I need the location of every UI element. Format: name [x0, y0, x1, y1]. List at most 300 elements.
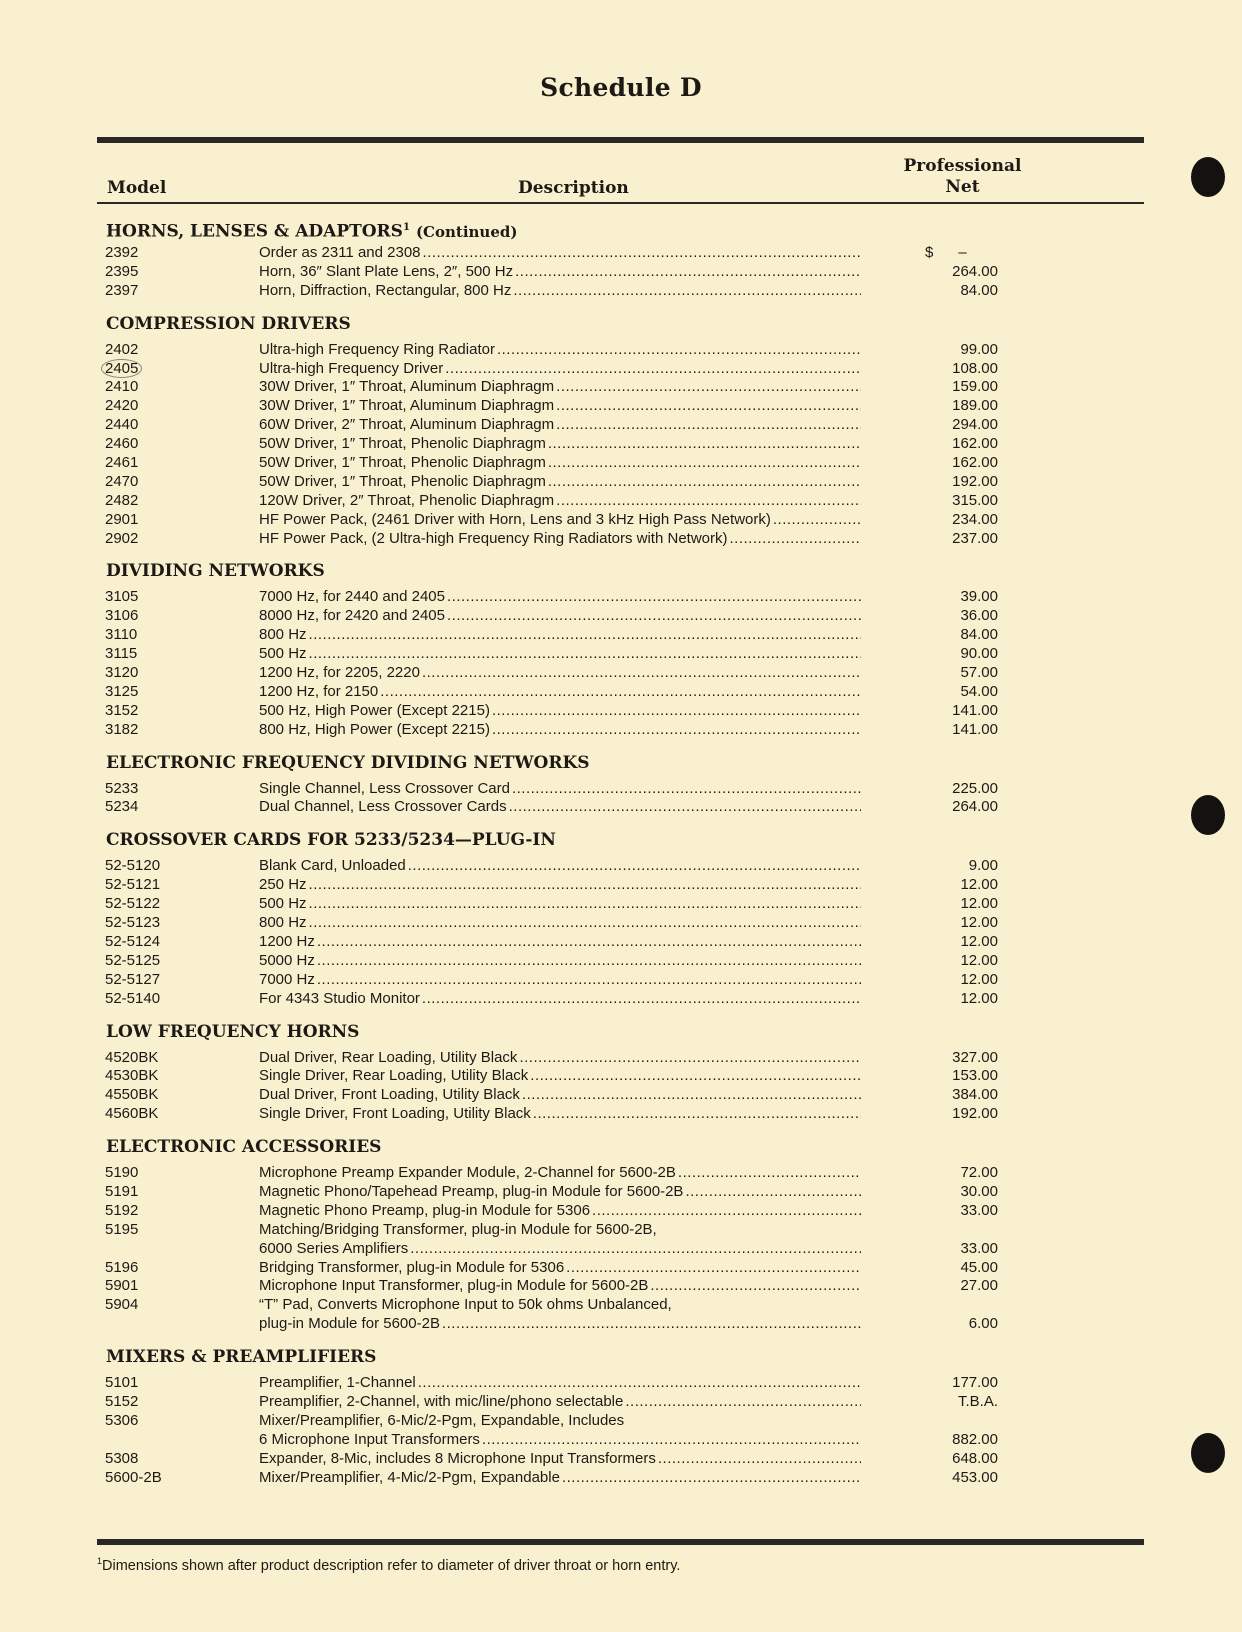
table-row — [0, 990, 1242, 1009]
description-text: Microphone Input Transformer, plug-in Module for 5600-2B — [259, 1277, 649, 1295]
price: 141.00 — [952, 701, 998, 719]
price: 12.00 — [960, 876, 998, 894]
model-number — [105, 1374, 138, 1393]
description-text: 1200 Hz — [259, 932, 315, 950]
description-line — [259, 244, 861, 263]
description — [259, 1277, 861, 1296]
description — [259, 1296, 861, 1334]
description-text: 50W Driver, 1″ Throat, Phenolic Diaphragm — [259, 454, 546, 472]
description-line — [259, 1393, 861, 1412]
description-text: Microphone Preamp Expander Module, 2-Channel for 5600-2B — [259, 1164, 676, 1182]
description-line — [259, 895, 861, 914]
table-row — [0, 876, 1242, 895]
description — [259, 341, 861, 360]
description-line — [259, 626, 861, 645]
model-number — [105, 378, 138, 397]
model-number-text: 52-5140 — [105, 989, 161, 1007]
model-number — [105, 780, 138, 799]
description — [259, 282, 861, 301]
description — [259, 1183, 861, 1202]
description-line — [259, 416, 861, 435]
description-line — [259, 1315, 861, 1334]
description — [259, 990, 861, 1009]
description — [259, 971, 861, 990]
model-number — [105, 607, 138, 626]
model-number — [105, 454, 138, 473]
price: 315.00 — [952, 491, 998, 509]
model-number-text: 2902 — [105, 529, 139, 547]
description — [259, 1259, 861, 1278]
price: 108.00 — [952, 359, 998, 377]
description-text: Matching/Bridging Transformer, plug-in Module for 5600-2B, — [259, 1220, 657, 1238]
description-text: HF Power Pack, (2461 Driver with Horn, Lens and 3 kHz High Pass Network) — [259, 510, 771, 528]
model-number — [105, 530, 138, 549]
description-text: Magnetic Phono/Tapehead Preamp, plug-in Module for 5600-2B — [259, 1182, 684, 1200]
price: 99.00 — [960, 340, 998, 358]
description-line — [259, 263, 861, 282]
model-number — [105, 990, 160, 1009]
model-number — [105, 1259, 138, 1278]
model-number-text: 2397 — [105, 281, 139, 299]
model-number-text: 2395 — [105, 262, 139, 280]
table-row — [0, 914, 1242, 933]
description — [259, 1164, 861, 1183]
description — [259, 416, 861, 435]
model-number-text: 2901 — [105, 510, 139, 528]
description-text: Single Driver, Rear Loading, Utility Black — [259, 1067, 529, 1085]
description — [259, 1202, 861, 1221]
description — [259, 1221, 861, 1259]
description-line — [259, 876, 861, 895]
table-row — [0, 263, 1242, 282]
table-row — [0, 780, 1242, 799]
description-line — [259, 378, 861, 397]
model-number-text: 2470 — [105, 472, 139, 490]
table-row — [0, 702, 1242, 721]
price: 12.00 — [960, 895, 998, 913]
description-line — [259, 914, 861, 933]
table-row — [0, 511, 1242, 530]
description-text: 60W Driver, 2″ Throat, Aluminum Diaphragm — [259, 416, 555, 434]
model-number — [105, 1067, 158, 1086]
model-number — [105, 683, 138, 702]
model-number — [105, 492, 138, 511]
price: 192.00 — [952, 472, 998, 490]
model-number — [105, 721, 138, 740]
model-number — [105, 626, 137, 645]
model-number-text: 3115 — [105, 645, 138, 663]
description — [259, 1412, 861, 1450]
model-number — [105, 416, 138, 435]
description-text: Ultra-high Frequency Driver — [259, 359, 444, 377]
description-text: Bridging Transformer, plug-in Module for 5306 — [259, 1258, 565, 1276]
description — [259, 895, 861, 914]
table-row — [0, 1049, 1242, 1068]
description — [259, 1393, 861, 1412]
model-number — [105, 1202, 138, 1221]
model-number — [105, 971, 160, 990]
table-row — [0, 378, 1242, 397]
model-number-text: 5195 — [105, 1220, 139, 1238]
table-row — [0, 492, 1242, 511]
description — [259, 492, 861, 511]
description-line — [259, 1067, 861, 1086]
model-number-text: 3152 — [105, 701, 139, 719]
description-line — [259, 341, 861, 360]
price: 159.00 — [952, 378, 998, 396]
description-line — [259, 683, 861, 702]
model-number-text: 5196 — [105, 1258, 139, 1276]
model-number-text: 5901 — [105, 1277, 139, 1295]
model-number — [105, 645, 137, 664]
description-line — [259, 1277, 861, 1296]
model-number-text: 3120 — [105, 664, 139, 682]
description-text: 30W Driver, 1″ Throat, Aluminum Diaphragm — [259, 397, 555, 415]
description — [259, 626, 861, 645]
section-title — [0, 1022, 1242, 1043]
description-line — [259, 798, 861, 817]
description-line — [259, 990, 861, 1009]
price: 327.00 — [952, 1048, 998, 1066]
price: 33.00 — [960, 1239, 998, 1257]
description-line — [259, 645, 861, 664]
model-number — [105, 511, 138, 530]
bottom-rule — [97, 1539, 1144, 1545]
description-line — [259, 702, 861, 721]
price-list — [0, 204, 1242, 1487]
description-text: 1200 Hz, for 2150 — [259, 682, 379, 700]
description-text: Blank Card, Unloaded — [259, 857, 406, 875]
description — [259, 1105, 861, 1124]
top-rule — [97, 137, 1144, 143]
model-number-text: 5600-2B — [105, 1468, 162, 1486]
model-number — [105, 914, 160, 933]
table-row — [0, 1277, 1242, 1296]
price: 9.00 — [968, 857, 998, 875]
model-number — [105, 1049, 158, 1068]
model-number-text: 5306 — [105, 1411, 139, 1429]
table-row — [0, 971, 1242, 990]
description-text: For 4343 Studio Monitor — [259, 989, 420, 1007]
description-text: Preamplifier, 1-Channel — [259, 1374, 416, 1392]
column-header-price-line2: Net — [945, 177, 980, 197]
description-line — [259, 1450, 861, 1469]
description — [259, 244, 861, 263]
description-text: 7000 Hz — [259, 970, 315, 988]
description-text: 30W Driver, 1″ Throat, Aluminum Diaphragm — [259, 378, 555, 396]
model-number — [105, 876, 160, 895]
section-title-text: LOW FREQUENCY HORNS — [106, 1021, 360, 1042]
model-number-text: 2402 — [105, 340, 139, 358]
description — [259, 683, 861, 702]
section-title-text: ELECTRONIC FREQUENCY DIVIDING NETWORKS — [106, 752, 590, 773]
description-line — [259, 933, 861, 952]
table-row — [0, 341, 1242, 360]
description — [259, 721, 861, 740]
table-row — [0, 798, 1242, 817]
description — [259, 876, 861, 895]
description-line — [259, 1105, 861, 1124]
description-text: Single Driver, Front Loading, Utility Black — [259, 1105, 531, 1123]
price: 84.00 — [960, 626, 998, 644]
price: 6.00 — [968, 1315, 998, 1333]
model-number — [105, 798, 138, 817]
price: 12.00 — [960, 989, 998, 1007]
model-number — [105, 263, 138, 282]
table-row — [0, 588, 1242, 607]
description-line — [259, 780, 861, 799]
description — [259, 780, 861, 799]
description-text: Magnetic Phono Preamp, plug-in Module for 5306 — [259, 1201, 591, 1219]
model-number-text: 2405 — [101, 359, 142, 378]
price: 141.00 — [952, 720, 998, 738]
description-text: Preamplifier, 2-Channel, with mic/line/phono selectable — [259, 1393, 624, 1410]
price: 12.00 — [960, 932, 998, 950]
table-row — [0, 244, 1242, 263]
price: 237.00 — [952, 529, 998, 547]
column-header-description: Description — [518, 178, 629, 198]
model-number-text: 5192 — [105, 1201, 139, 1219]
description — [259, 1049, 861, 1068]
price: 12.00 — [960, 914, 998, 932]
model-number — [105, 341, 138, 360]
price: 234.00 — [952, 510, 998, 528]
description — [259, 1086, 861, 1105]
model-number-text: 5190 — [105, 1164, 139, 1182]
description-line — [259, 1296, 861, 1315]
price: 264.00 — [952, 798, 998, 816]
price: T.B.A. — [957, 1393, 998, 1410]
description — [259, 530, 861, 549]
price: 54.00 — [960, 682, 998, 700]
description-line — [259, 1221, 861, 1240]
description-text: 500 Hz — [259, 895, 307, 913]
table-row — [0, 857, 1242, 876]
section-title — [0, 1137, 1242, 1158]
price: $ – — [925, 244, 967, 261]
description-line — [259, 1259, 861, 1278]
footnote-marker: 1 — [97, 1556, 103, 1566]
description — [259, 702, 861, 721]
description-text: Order as 2311 and 2308 — [259, 244, 421, 261]
description-line — [259, 1374, 861, 1393]
price: 84.00 — [960, 281, 998, 299]
model-number — [105, 1183, 138, 1202]
description-line — [259, 857, 861, 876]
table-row — [0, 1221, 1242, 1259]
price: 882.00 — [952, 1430, 998, 1448]
description — [259, 952, 861, 971]
description-text: Single Channel, Less Crossover Card — [259, 779, 510, 797]
table-row — [0, 1183, 1242, 1202]
description — [259, 378, 861, 397]
model-number — [105, 702, 138, 721]
model-number — [105, 282, 138, 301]
binder-hole-bottom — [1191, 1433, 1225, 1473]
description-line — [259, 473, 861, 492]
description — [259, 1374, 861, 1393]
table-row — [0, 721, 1242, 740]
description-line — [259, 1164, 861, 1183]
table-row — [0, 1393, 1242, 1412]
description — [259, 263, 861, 282]
model-number-text: 5233 — [105, 779, 139, 797]
description-line — [259, 1049, 861, 1068]
price: 33.00 — [960, 1201, 998, 1219]
price: 12.00 — [960, 970, 998, 988]
description-line — [259, 952, 861, 971]
model-number-text: 4520BK — [105, 1048, 159, 1066]
model-number-text: 52-5122 — [105, 895, 161, 913]
column-header-price — [900, 156, 1025, 198]
description-line — [259, 282, 861, 301]
description-text: 500 Hz — [259, 645, 307, 663]
description-line — [259, 454, 861, 473]
table-row — [0, 1105, 1242, 1124]
model-number — [105, 895, 160, 914]
model-number-text: 5904 — [105, 1296, 139, 1314]
description-line — [259, 721, 861, 740]
description — [259, 435, 861, 454]
description — [259, 360, 861, 379]
price: 384.00 — [952, 1086, 998, 1104]
table-row — [0, 1450, 1242, 1469]
model-number — [105, 1277, 138, 1296]
table-row — [0, 1469, 1242, 1488]
table-row — [0, 952, 1242, 971]
description-line — [259, 530, 861, 549]
description-text: 8000 Hz, for 2420 and 2405 — [259, 607, 445, 625]
description-text: plug-in Module for 5600-2B — [259, 1315, 440, 1333]
description — [259, 798, 861, 817]
description-text: 800 Hz — [259, 914, 307, 932]
model-number-text: 5308 — [105, 1449, 139, 1467]
column-header-price-line1: Professional — [903, 156, 1022, 176]
model-number — [105, 1469, 162, 1488]
table-row — [0, 1412, 1242, 1450]
description-line — [259, 1202, 861, 1221]
description-text: 50W Driver, 1″ Throat, Phenolic Diaphragm — [259, 472, 546, 490]
section-title-text: MIXERS & PREAMPLIFIERS — [106, 1347, 377, 1368]
section-title — [0, 830, 1242, 851]
table-row — [0, 1296, 1242, 1334]
model-number — [105, 1105, 158, 1124]
section-title-text: CROSSOVER CARDS FOR 5233/5234—PLUG-IN — [106, 830, 556, 851]
model-number-text: 52-5120 — [105, 857, 161, 875]
model-number — [105, 933, 160, 952]
price: 36.00 — [960, 607, 998, 625]
model-number-text: 4560BK — [105, 1105, 159, 1123]
table-row — [0, 645, 1242, 664]
description-text: 6000 Series Amplifiers — [259, 1239, 409, 1257]
table-row — [0, 1164, 1242, 1183]
description — [259, 1469, 861, 1488]
description-line — [259, 971, 861, 990]
binder-hole-top — [1191, 157, 1225, 197]
description — [259, 397, 861, 416]
model-number — [105, 473, 138, 492]
description-line — [259, 492, 861, 511]
price: 12.00 — [960, 951, 998, 969]
table-row — [0, 1067, 1242, 1086]
price: 153.00 — [952, 1067, 998, 1085]
footnote-marker: 1 — [402, 222, 410, 233]
price: 453.00 — [952, 1468, 998, 1486]
model-number — [105, 952, 160, 971]
description-line — [259, 397, 861, 416]
model-number-text: 2392 — [105, 244, 139, 261]
description-line — [259, 607, 861, 626]
model-number — [105, 1450, 138, 1469]
description — [259, 588, 861, 607]
model-number-text: 5191 — [105, 1182, 139, 1200]
price: 225.00 — [952, 779, 998, 797]
price: 264.00 — [952, 262, 998, 280]
description-line — [259, 1431, 861, 1450]
description-text: HF Power Pack, (2 Ultra-high Frequency Ring Radiators with Network) — [259, 529, 728, 547]
description-text: Mixer/Preamplifier, 4-Mic/2-Pgm, Expandable — [259, 1468, 560, 1486]
description-text: Ultra-high Frequency Ring Radiator — [259, 340, 495, 358]
table-row — [0, 1086, 1242, 1105]
model-number-text: 2410 — [105, 378, 139, 396]
column-header-model: Model — [107, 178, 167, 198]
description — [259, 1067, 861, 1086]
description-line — [259, 435, 861, 454]
binder-hole-middle — [1191, 795, 1225, 835]
description — [259, 645, 861, 664]
description-text: Dual Channel, Less Crossover Cards — [259, 798, 507, 816]
price: 90.00 — [960, 645, 998, 663]
model-number-text: 52-5124 — [105, 932, 161, 950]
table-row — [0, 933, 1242, 952]
table-row — [0, 1259, 1242, 1278]
price: 27.00 — [960, 1277, 998, 1295]
section-title — [0, 1347, 1242, 1368]
price: 162.00 — [952, 435, 998, 453]
model-number-text: 4550BK — [105, 1086, 159, 1104]
model-number — [105, 857, 160, 876]
model-number — [105, 664, 138, 683]
table-row — [0, 895, 1242, 914]
description — [259, 473, 861, 492]
model-number — [105, 1412, 138, 1431]
model-number-text: 2461 — [105, 454, 139, 472]
model-number — [105, 1086, 158, 1105]
model-number-text: 3105 — [105, 588, 139, 606]
description-line — [259, 1183, 861, 1202]
description — [259, 664, 861, 683]
table-row — [0, 1374, 1242, 1393]
table-row — [0, 360, 1242, 379]
model-number — [105, 360, 142, 379]
price: 177.00 — [952, 1374, 998, 1392]
price: 648.00 — [952, 1449, 998, 1467]
page-title: Schedule D — [540, 73, 702, 102]
description-text: 250 Hz — [259, 876, 307, 894]
description-text: 800 Hz — [259, 626, 307, 644]
table-row — [0, 530, 1242, 549]
model-number-text: 2482 — [105, 491, 139, 509]
description-line — [259, 664, 861, 683]
model-number — [105, 397, 138, 416]
description — [259, 607, 861, 626]
description-text: 7000 Hz, for 2440 and 2405 — [259, 588, 445, 606]
table-row — [0, 473, 1242, 492]
model-number-text: 2440 — [105, 416, 139, 434]
price: 72.00 — [960, 1164, 998, 1182]
section-title — [0, 753, 1242, 774]
description-text: Dual Driver, Front Loading, Utility Black — [259, 1086, 520, 1104]
